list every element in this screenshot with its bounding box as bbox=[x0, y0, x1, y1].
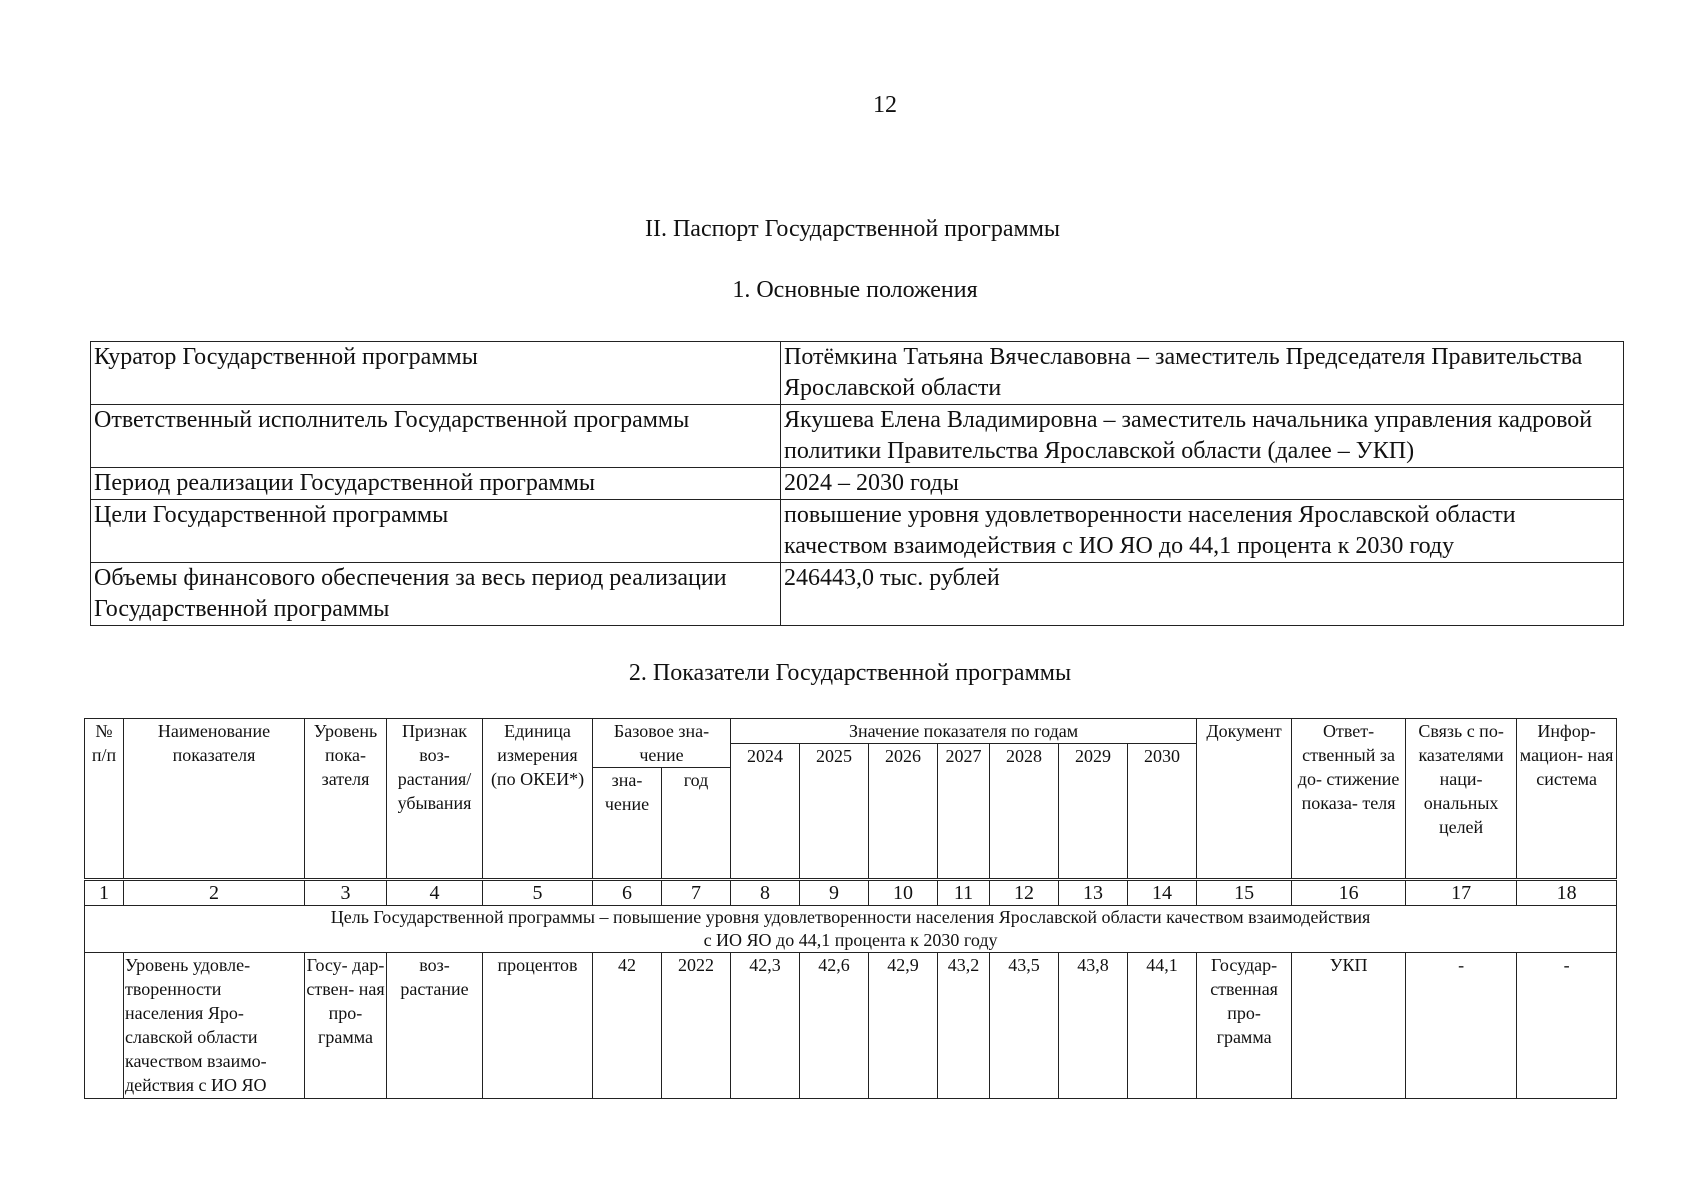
header-info-system: Инфор- мацион- ная система bbox=[1517, 719, 1617, 880]
goal-line-1: Цель Государственной программы – повышение уровня удовлетворенности населения Ярославской области качеством взаимодействия bbox=[330, 907, 1371, 927]
column-number: 7 bbox=[662, 880, 731, 906]
table-row bbox=[85, 953, 1617, 1099]
row-value: 44,1 bbox=[1128, 953, 1197, 1099]
column-number: 6 bbox=[593, 880, 662, 906]
header-num: № п/п bbox=[85, 719, 124, 880]
header-base: Базовое зна- чение bbox=[593, 719, 731, 768]
header-year: 2026 bbox=[869, 744, 938, 880]
table-row bbox=[91, 405, 1624, 468]
header-link: Связь с по- казателями наци- ональных целей bbox=[1406, 719, 1517, 880]
row-info-system: - bbox=[1517, 953, 1617, 1099]
label-cell: Ответственный исполнитель Государственной программы bbox=[91, 405, 781, 468]
table-row bbox=[91, 468, 1624, 500]
table-row bbox=[91, 342, 1624, 405]
column-number: 16 bbox=[1292, 880, 1406, 906]
header-year: 2025 bbox=[800, 744, 869, 880]
header-year: 2024 bbox=[731, 744, 800, 880]
value-cell: 246443,0 тыс. рублей bbox=[781, 563, 1624, 626]
row-value: 42,3 bbox=[731, 953, 800, 1099]
column-number: 14 bbox=[1128, 880, 1197, 906]
row-num bbox=[85, 953, 124, 1099]
goal-cell bbox=[85, 906, 1617, 953]
row-link: - bbox=[1406, 953, 1517, 1099]
label-cell: Объемы финансового обеспечения за весь период реализации Государственной программы bbox=[91, 563, 781, 626]
header-base-value: зна- чение bbox=[593, 768, 662, 880]
row-value: 42,6 bbox=[800, 953, 869, 1099]
label-cell: Период реализации Государственной программы bbox=[91, 468, 781, 500]
column-number: 9 bbox=[800, 880, 869, 906]
header-responsible: Ответ- ственный за до- стижение показа- теля bbox=[1292, 719, 1406, 880]
header-year: 2027 bbox=[938, 744, 990, 880]
column-number: 18 bbox=[1517, 880, 1617, 906]
column-number: 15 bbox=[1197, 880, 1292, 906]
row-value: 43,2 bbox=[938, 953, 990, 1099]
column-numbers-row bbox=[85, 880, 1617, 906]
value-cell: 2024 – 2030 годы bbox=[781, 468, 1624, 500]
value-cell: Якушева Елена Владимировна – заместитель начальника управления кадровой политики Правительства Ярославской области (далее – УКП) bbox=[781, 405, 1624, 468]
page-title: II. Паспорт Государственной программы bbox=[644, 216, 1061, 242]
goal-row bbox=[85, 906, 1617, 953]
section-2-title: 2. Показатели Государственной программы bbox=[628, 660, 1072, 686]
indicators-table bbox=[84, 718, 1617, 1099]
column-number: 13 bbox=[1059, 880, 1128, 906]
header-year: 2030 bbox=[1128, 744, 1197, 880]
header-base-year: год bbox=[662, 768, 731, 880]
header-year: 2028 bbox=[990, 744, 1059, 880]
header-sign: Признак воз- растания/ убывания bbox=[387, 719, 483, 880]
header-by-years: Значение показателя по годам bbox=[731, 719, 1197, 744]
column-number: 10 bbox=[869, 880, 938, 906]
header-document: Документ bbox=[1197, 719, 1292, 880]
row-sign: воз- растание bbox=[387, 953, 483, 1099]
section-1-title: 1. Основные положения bbox=[732, 277, 978, 303]
table-row bbox=[91, 563, 1624, 626]
column-number: 12 bbox=[990, 880, 1059, 906]
header-row bbox=[85, 719, 1617, 744]
row-document: Государ- ственная про- грамма bbox=[1197, 953, 1292, 1099]
row-base-value: 42 bbox=[593, 953, 662, 1099]
row-value: 43,5 bbox=[990, 953, 1059, 1099]
label-cell: Цели Государственной программы bbox=[91, 500, 781, 563]
row-level: Госу- дар- ствен- ная про- грамма bbox=[305, 953, 387, 1099]
value-cell: повышение уровня удовлетворенности населения Ярославской области качеством взаимодействия с ИО ЯО до 44,1 процента к 2030 году bbox=[781, 500, 1624, 563]
header-year: 2029 bbox=[1059, 744, 1128, 880]
label-cell: Куратор Государственной программы bbox=[91, 342, 781, 405]
column-number: 1 bbox=[85, 880, 124, 906]
column-number: 8 bbox=[731, 880, 800, 906]
row-name: Уровень удовле- творенности населения Яро- славской области качеством взаимо- действия с ИО ЯО bbox=[124, 953, 305, 1099]
row-value: 42,9 bbox=[869, 953, 938, 1099]
column-number: 5 bbox=[483, 880, 593, 906]
row-unit: процентов bbox=[483, 953, 593, 1099]
page-number: 12 bbox=[873, 92, 897, 118]
basic-provisions-table bbox=[90, 341, 1624, 626]
row-responsible: УКП bbox=[1292, 953, 1406, 1099]
value-cell: Потёмкина Татьяна Вячеславовна – заместитель Председателя Правительства Ярославской области bbox=[781, 342, 1624, 405]
column-number: 2 bbox=[124, 880, 305, 906]
column-number: 4 bbox=[387, 880, 483, 906]
column-number: 3 bbox=[305, 880, 387, 906]
row-value: 43,8 bbox=[1059, 953, 1128, 1099]
header-level: Уровень пока- зателя bbox=[305, 719, 387, 880]
table-row bbox=[91, 500, 1624, 563]
row-base-year: 2022 bbox=[662, 953, 731, 1099]
header-unit: Единица измерения (по ОКЕИ*) bbox=[483, 719, 593, 880]
goal-line-2: с ИО ЯО до 44,1 процента к 2030 году bbox=[703, 930, 998, 950]
column-number: 11 bbox=[938, 880, 990, 906]
header-name: Наименование показателя bbox=[124, 719, 305, 880]
column-number: 17 bbox=[1406, 880, 1517, 906]
